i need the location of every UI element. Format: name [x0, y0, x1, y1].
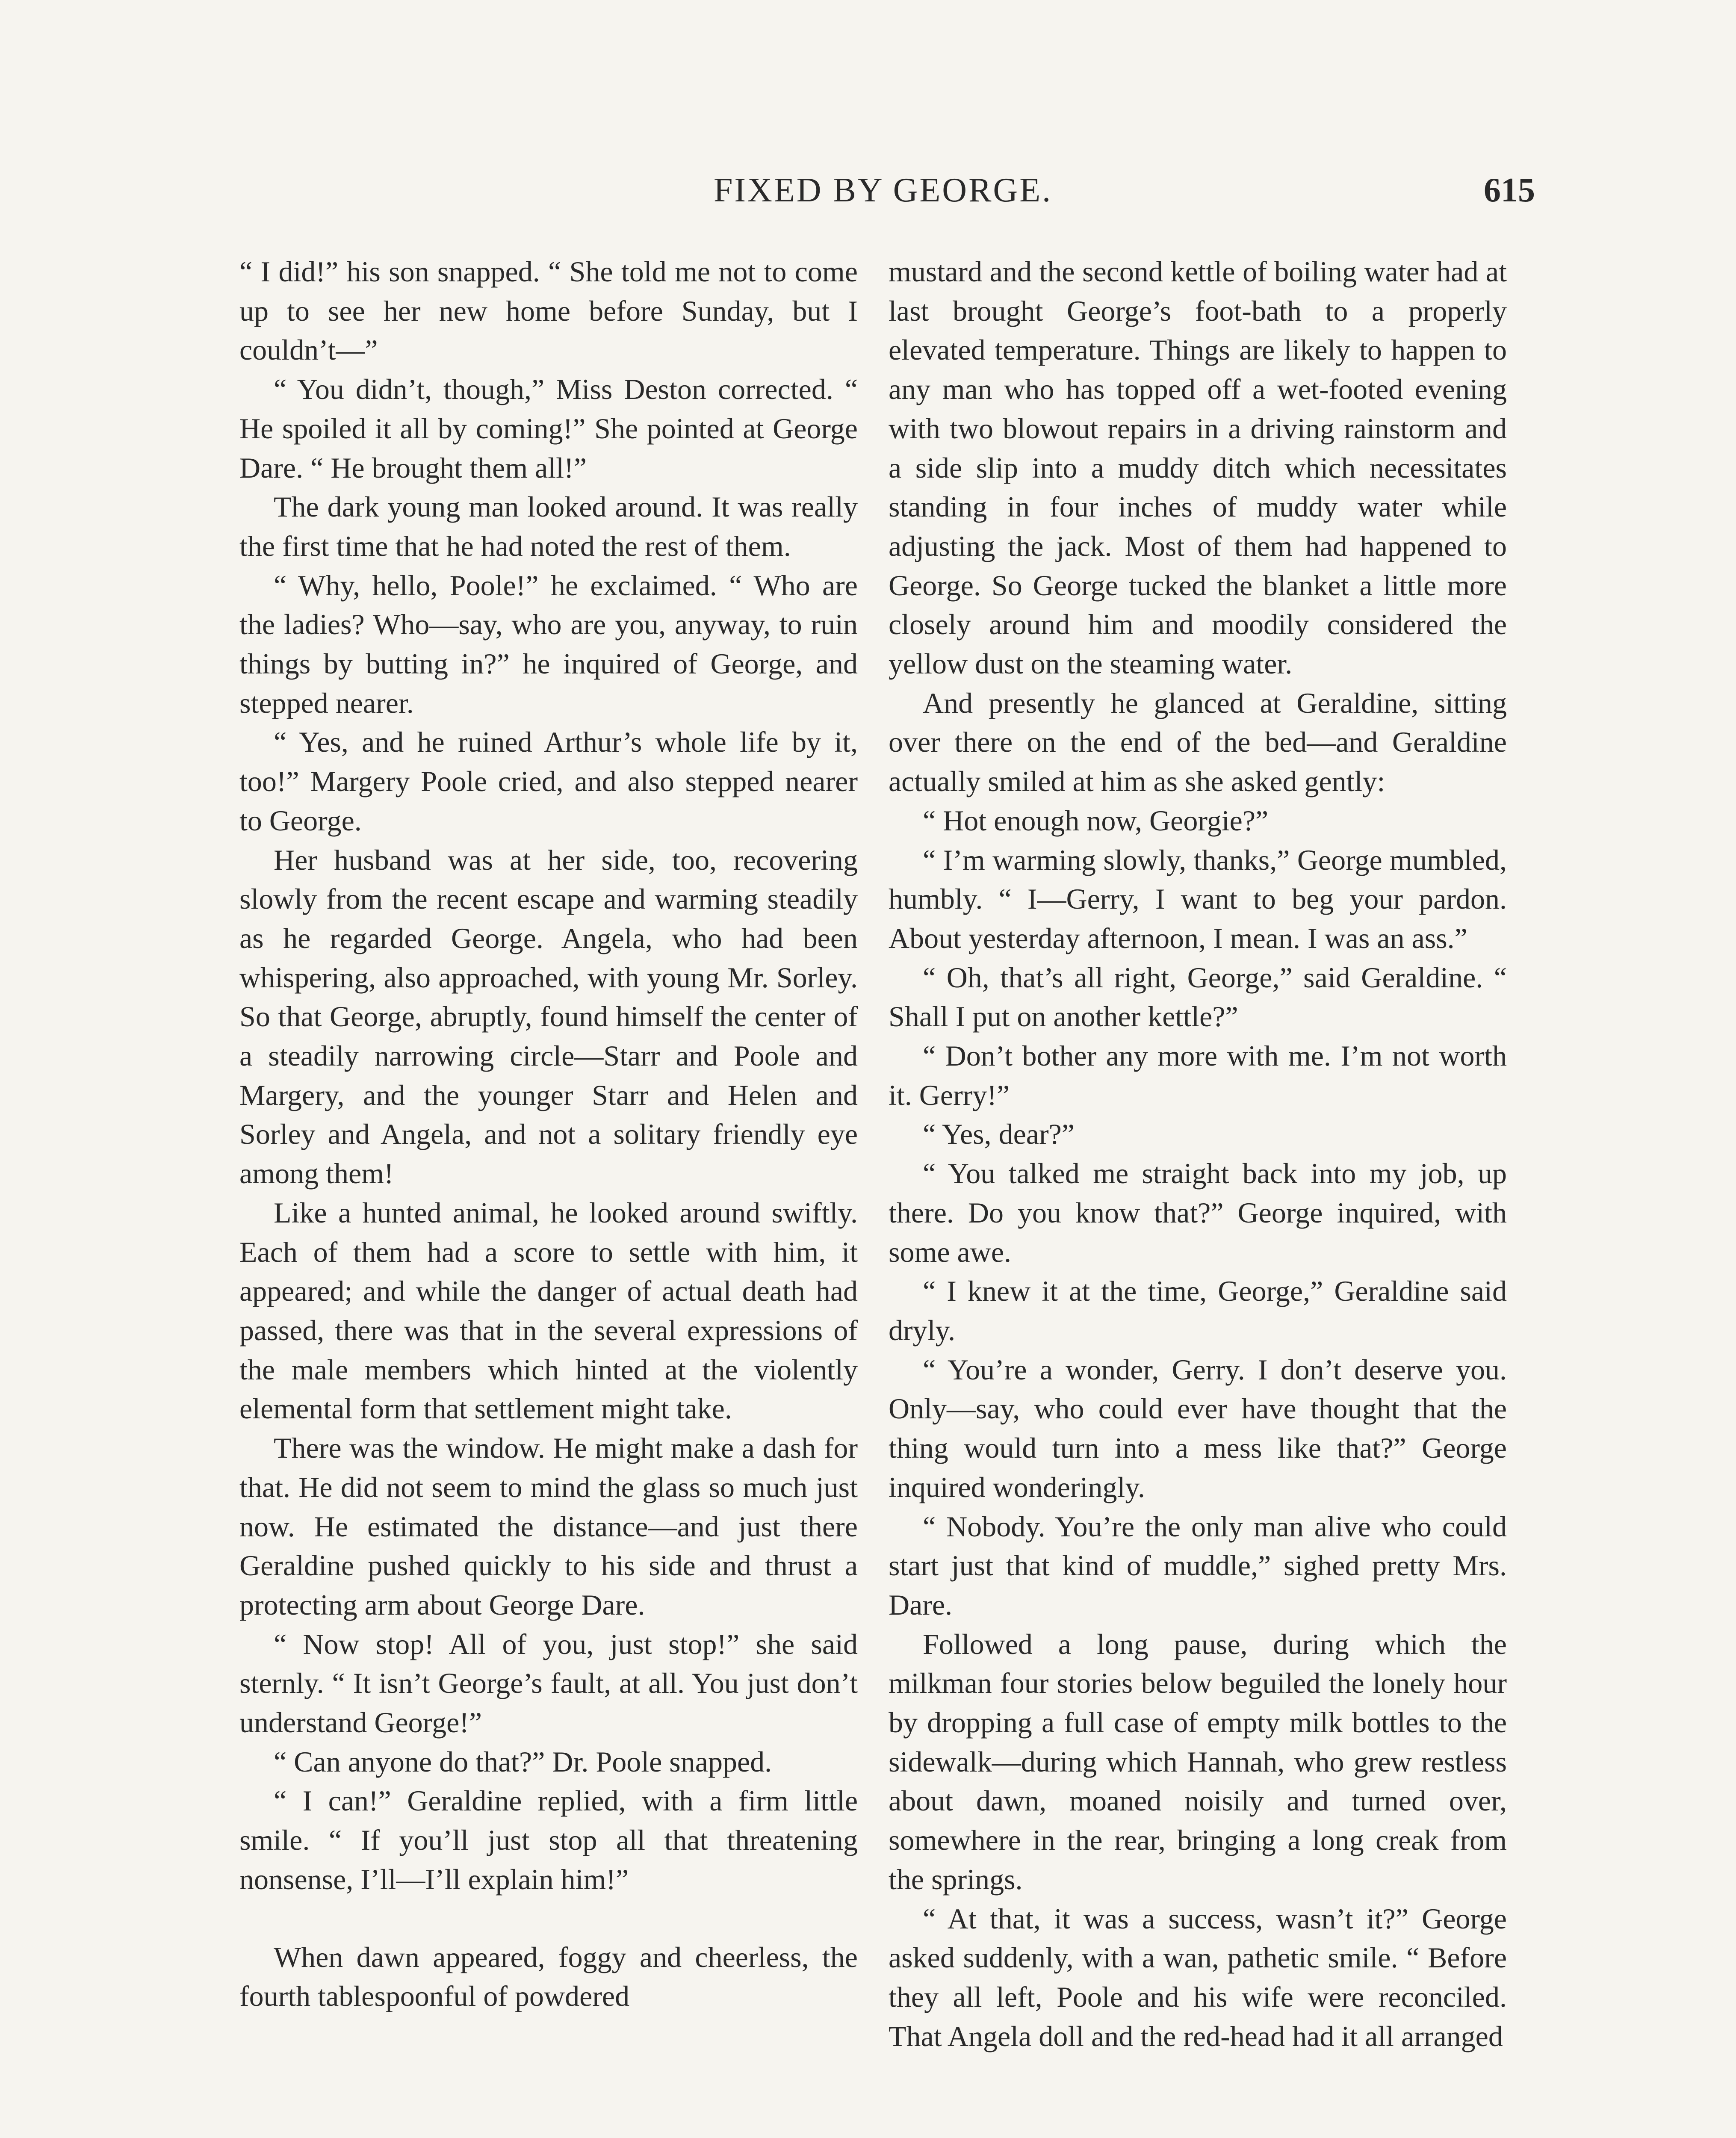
paragraph: mustard and the second kettle of boiling water had at last brought George’s foot-bath to a properly elevated temperature. Things are likely to happen to any man who has topped off a wet-footed evening with two blowout repairs in a driving rainstorm and a side slip into a muddy ditch which necessitates standing in four inches of muddy water while adjusting the jack. Most of them had happened to George. So George tucked the blanket a little more closely around him and moodily considered the yellow dust on the steaming water.	[889, 255, 1507, 680]
running-title: FIXED BY GEORGE.	[713, 171, 1053, 209]
paragraph: The dark young man looked around. It was really the first time that he had noted the rest of them.	[239, 490, 858, 562]
paragraph: “ I’m warming slowly, thanks,” George mumbled, humbly. “ I—Gerry, I want to beg your pardon. About yesterday afternoon, I mean. I was an ass.”	[889, 843, 1507, 954]
paragraph: When dawn appeared, foggy and cheerless, the fourth tablespoonful of powdered	[239, 1940, 858, 2013]
paragraph: “ I can!” Geraldine replied, with a firm little smile. “ If you’ll just stop all that threatening nonsense, I’ll—I’ll explain him!”	[239, 1784, 858, 1896]
paragraph: “ Yes, and he ruined Arthur’s whole life by it, too!” Margery Poole cried, and also stepped nearer to George.	[239, 726, 858, 837]
paragraph: “ Oh, that’s all right, George,” said Geraldine. “ Shall I put on another kettle?”	[889, 961, 1507, 1033]
paragraph: Followed a long pause, during which the milkman four stories below beguiled the lonely hour by dropping a full case of empty milk bottles to the sidewalk—during which Hannah, who grew restless about dawn, moaned noisily and turned over, somewhere in the rear, bringing a long creak from the springs.	[889, 1627, 1507, 1896]
paragraph: And presently he glanced at Geraldine, sitting over there on the end of the bed—and Geraldine actually smiled at him as she asked gently:	[889, 686, 1507, 798]
paragraph: “ Hot enough now, Georgie?”	[923, 804, 1269, 837]
paragraph: Her husband was at her side, too, recovering slowly from the recent escape and warming steadily as he regarded George. Angela, who had been whispering, also approached, with young Mr. Sorley. So that George, abruptly, found himself the center of a steadily narrowing circle—Starr and Poole and Margery, and the younger Starr and Helen and Sorley and Angela, and not a solitary friendly eye among them!	[239, 843, 858, 1190]
page-number: 615	[1484, 171, 1535, 209]
paragraph: “ Don’t bother any more with me. I’m not worth it. Gerry!”	[889, 1039, 1507, 1111]
paragraph: “ I knew it at the time, George,” Geraldine said dryly.	[889, 1275, 1507, 1347]
paragraph: “ Yes, dear?”	[923, 1118, 1075, 1151]
paragraph: “ Why, hello, Poole!” he exclaimed. “ Who are the ladies? Who—say, who are you, anyway, to ruin things by butting in?” he inquired of George, and stepped nearer.	[239, 569, 858, 719]
paragraph: “ You didn’t, though,” Miss Deston corrected. “ He spoiled it all by coming!” She pointed at George Dare. “ He brought them all!”	[239, 373, 858, 484]
paragraph: “ I did!” his son snapped. “ She told me not to come up to see her new home before Sunday, but I couldn’t—”	[239, 255, 858, 366]
running-head	[231, 171, 1535, 222]
paragraph: “ Can anyone do that?” Dr. Poole snapped.	[274, 1745, 772, 1778]
paragraph: “ At that, it was a success, wasn’t it?” George asked suddenly, with a wan, pathetic smile. “ Before they all left, Poole and his wife were reconciled. That Angela doll and the red-head had it all arranged	[889, 1902, 1507, 2052]
paragraph: Like a hunted animal, he looked around swiftly. Each of them had a score to settle with him, it appeared; and while the danger of actual death had passed, there was that in the several expressions of the male members which hinted at the violently elemental form that settlement might take.	[239, 1196, 858, 1425]
paragraph: “ You talked me straight back into my job, up there. Do you know that?” George inquired, with some awe.	[889, 1157, 1507, 1268]
paragraph: There was the window. He might make a dash for that. He did not seem to mind the glass so much just now. He estimated the distance—and just there Geraldine pushed quickly to his side and thrust a protecting arm about George Dare.	[239, 1432, 858, 1621]
paragraph: “ Nobody. You’re the only man alive who could start just that kind of muddle,” sighed pretty Mrs. Dare.	[889, 1510, 1507, 1621]
right-column	[889, 252, 1507, 2056]
left-column	[239, 252, 858, 2016]
paragraph: “ Now stop! All of you, just stop!” she said sternly. “ It isn’t George’s fault, at all. You just don’t understand George!”	[239, 1627, 858, 1739]
paragraph: “ You’re a wonder, Gerry. I don’t deserve you. Only—say, who could ever have thought that the thing would turn into a mess like that?” George inquired wonderingly.	[889, 1353, 1507, 1503]
